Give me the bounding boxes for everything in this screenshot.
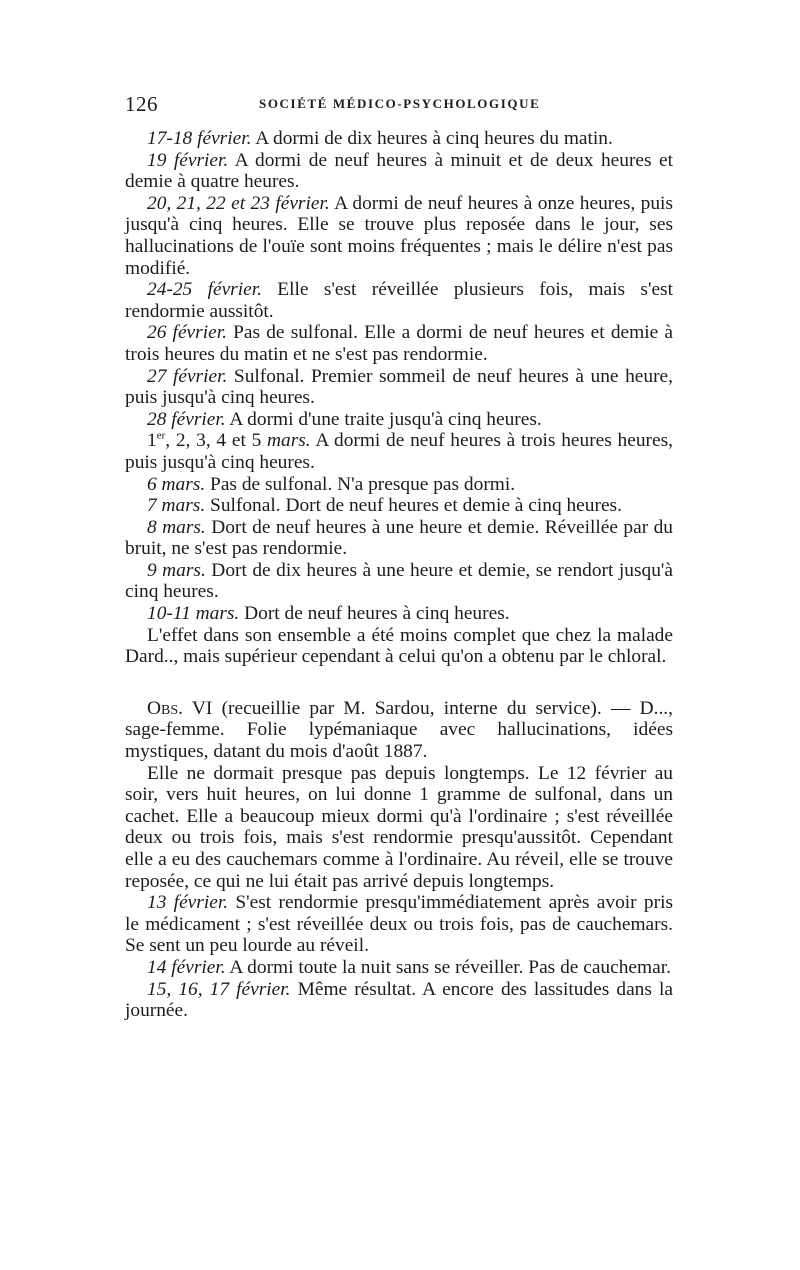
journal-entry bbox=[125, 193, 673, 279]
journal-entry bbox=[125, 150, 673, 193]
entry-text: Elle s'est réveillée plusieurs fois, mais s'est rendormie aussitôt. bbox=[125, 279, 673, 322]
summary-text: L'effet dans son ensemble a été moins complet que chez la malade Dard.., mais supérieur cependant à celui qu'on a obtenu par le chloral. bbox=[125, 624, 673, 668]
page-number: 126 bbox=[125, 92, 158, 116]
entry-text: Dort de neuf heures à cinq heures. bbox=[239, 603, 510, 625]
entry-date: 8 mars. bbox=[147, 516, 206, 538]
entry-date-ordinal: er bbox=[156, 429, 166, 442]
journal-entry bbox=[125, 474, 673, 496]
body-text bbox=[125, 128, 673, 1022]
entry-date: 6 mars. bbox=[147, 473, 206, 495]
entry-text: A dormi de neuf heures à minuit et de deux heures et demie à quatre heures. bbox=[125, 149, 674, 193]
journal-entry bbox=[125, 128, 673, 150]
entry-text: Pas de sulfonal. N'a presque pas dormi. bbox=[205, 473, 516, 495]
entry-text: A dormi de neuf heures à onze heures, puis jusqu'à cinq heures. Elle se trouve plus reposée dans le jour, ses hallucinations de l'ouïe sont moins fréquentes ; mais le délire n'est pas modifié. bbox=[125, 192, 673, 279]
journal-entry bbox=[125, 495, 673, 517]
journal-entry bbox=[125, 366, 673, 409]
observation-entry bbox=[125, 979, 673, 1022]
entry-date: 20, 21, 22 et 23 février. bbox=[147, 192, 330, 214]
entry-date-number: 1 bbox=[147, 430, 157, 452]
entry-text: Même résultat. A encore des lassitudes dans la journée. bbox=[125, 978, 673, 1022]
entry-text: Pas de sulfonal. Elle a dormi de neuf heures et demie à trois heures du matin et ne s'est pas rendormie. bbox=[125, 322, 673, 365]
entry-text: Dort de neuf heures à une heure et demie. Réveillée par du bruit, ne s'est pas rendormie. bbox=[125, 516, 673, 560]
observation-heading bbox=[125, 698, 673, 763]
entry-text: S'est rendormie presqu'immédiatement après avoir pris le médicament ; s'est réveillée deux ou trois fois, pas de cauchemars. Se sent un peu lourde au réveil. bbox=[125, 892, 673, 957]
observation-entry bbox=[125, 957, 673, 979]
entry-date-days: , 2, 3, 4 et 5 bbox=[165, 430, 268, 452]
observation-intro: (recueillie par M. Sardou, interne du service). — D..., sage-femme. Folie lypémaniaque avec hallucinations, idées mystiques, datant du mois d'août 1887. bbox=[125, 697, 673, 763]
entry-text: Sulfonal. Dort de neuf heures et demie à cinq heures. bbox=[205, 495, 622, 517]
entry-date: 19 février. bbox=[147, 149, 229, 171]
entry-text: A dormi de neuf heures à trois heures heures, puis jusqu'à cinq heures. bbox=[125, 430, 673, 473]
observation-label: Obs. VI bbox=[147, 697, 213, 719]
entry-date: 9 mars. bbox=[147, 559, 206, 581]
journal-entry bbox=[125, 322, 673, 365]
entry-date: 13 février. bbox=[147, 892, 229, 914]
observation-body-text: Elle ne dormait presque pas depuis longtemps. Le 12 février au soir, vers huit heures, on lui donne 1 gramme de sulfonal, dans un cachet. Elle a beaucoup mieux dormi qu'à l'ordinaire ; s'est réveillée deux ou trois fois, mais s'est rendormie presqu'aussitôt. Cependant elle a eu des cauchemars comme à l'ordinaire. Au réveil, elle se trouve reposée, ce qui ne lui était pas arrivé depuis longtemps. bbox=[125, 762, 673, 892]
entry-text: A dormi toute la nuit sans se réveiller. Pas de cauchemar. bbox=[225, 956, 671, 978]
entry-text: A dormi de dix heures à cinq heures du matin. bbox=[251, 128, 613, 149]
observation-entry bbox=[125, 892, 673, 957]
entry-date: 26 février. bbox=[147, 322, 227, 344]
journal-entry bbox=[125, 430, 673, 473]
summary-paragraph bbox=[125, 625, 673, 668]
running-title: SOCIÉTÉ MÉDICO-PSYCHOLOGIQUE bbox=[259, 96, 541, 111]
page-header bbox=[125, 92, 675, 116]
entry-date: 14 février. bbox=[147, 956, 226, 978]
entry-text: Sulfonal. Premier sommeil de neuf heures à une heure, puis jusqu'à cinq heures. bbox=[125, 365, 673, 409]
journal-entry bbox=[125, 517, 673, 560]
entry-date: 17-18 février. bbox=[147, 128, 252, 149]
journal-entry bbox=[125, 279, 673, 322]
entry-date: 28 février. bbox=[147, 408, 226, 430]
entry-date: mars. bbox=[267, 430, 311, 452]
entry-text: A dormi d'une traite jusqu'à cinq heures. bbox=[225, 408, 542, 430]
observation-body bbox=[125, 763, 673, 893]
journal-entry bbox=[125, 560, 673, 603]
entry-text: Dort de dix heures à une heure et demie, se rendort jusqu'à cinq heures. bbox=[125, 559, 673, 603]
entry-date: 27 février. bbox=[147, 365, 228, 387]
entry-date: 7 mars. bbox=[147, 495, 206, 517]
entry-date: 10-11 mars. bbox=[147, 603, 240, 625]
entry-date: 15, 16, 17 février. bbox=[147, 978, 291, 1000]
journal-entry bbox=[125, 603, 673, 625]
journal-entry bbox=[125, 409, 673, 431]
entry-date: 24-25 février. bbox=[147, 279, 262, 301]
